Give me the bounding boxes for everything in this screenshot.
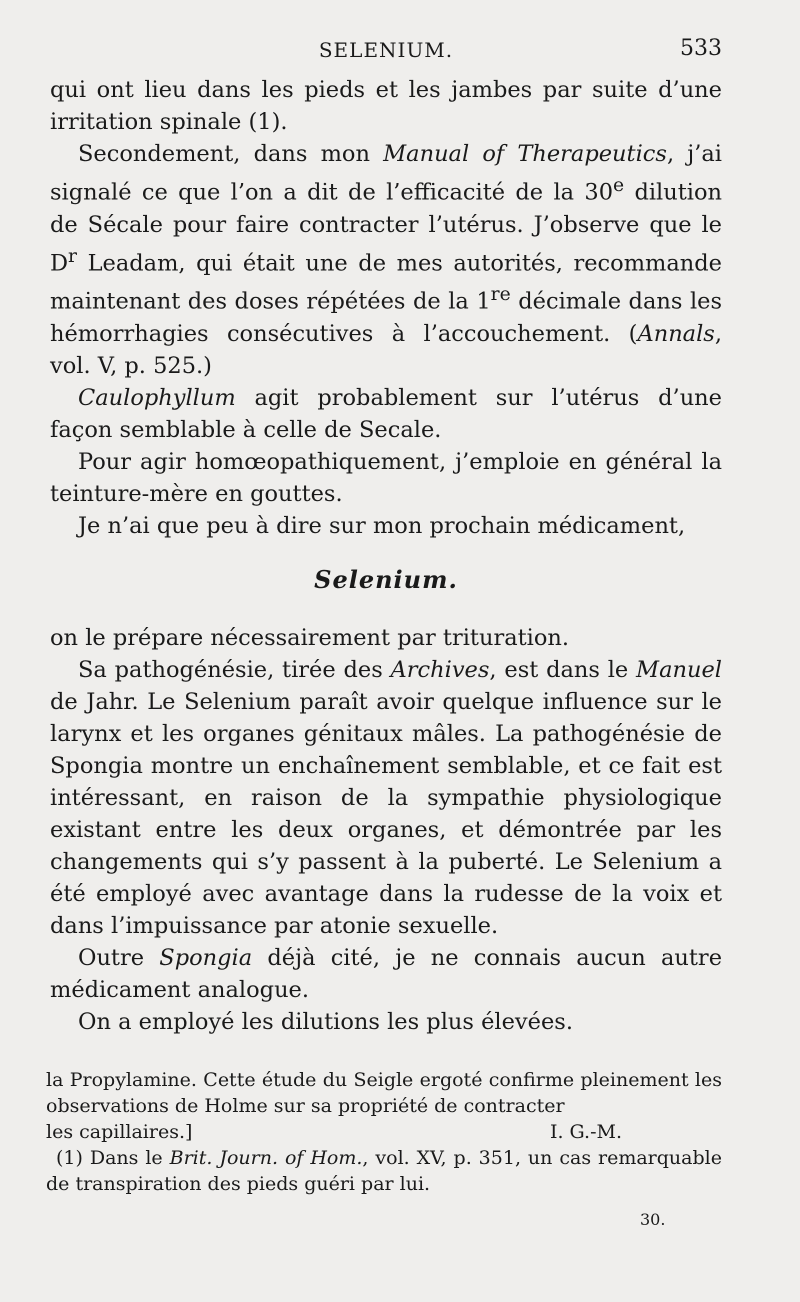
text-run: agit probablement sur l’utérus d’une façon semblable à celle de Secale. [50,384,722,443]
printer-signature-mark: 30. [640,1210,666,1229]
source-title: Manuel [636,656,722,683]
footnote-signature: I. G.-M. [549,1121,622,1143]
footnote-text: (1) Dans le [56,1147,170,1169]
footnote-signature-line [46,1119,722,1145]
footnote-text: les capillaires.] [46,1121,193,1143]
text-run: dilution de Sécale pour faire contracter l’utérus. J’observe que le D [50,179,723,276]
superscript: r [68,245,78,267]
paragraph-text: qui ont lieu dans les pieds et les jambes par suite d’une irritation spinale (1). [50,77,722,135]
text-run: décimale dans les hémorrhagies consécutives à l’accouchement. ( [50,288,723,347]
text-run: Leadam, qui était une de mes autorités, recommande maintenant des doses répétées de la 1 [50,250,722,315]
paragraph-continuation [50,74,722,138]
footnote-text: , vol. XV, p. 351, un cas remarquable de transpiration des pieds guéri par lui. [46,1147,722,1195]
text-run: , vol. V, p. 525.) [50,320,722,379]
superscript: e [613,175,625,196]
book-title: Manual of Therapeutics [383,141,667,167]
paragraph-caulophyllum [50,382,722,446]
footnotes [46,1067,722,1197]
page-header [50,36,722,66]
paragraph-text: On a employé les dilutions les plus élevées. [78,1008,573,1035]
source-title: Archives [390,656,490,683]
paragraph-prochain [50,510,722,542]
footnote-text: la Propylamine. Cette étude du Seigle ergoté confirme pleinement les observations de Holme sur sa propriété de contracter [46,1069,722,1117]
journal-title: Annals [637,320,715,347]
paragraph-trituration [50,622,722,654]
paragraph-dilutions [50,1006,722,1038]
paragraph-text: Pour agir homœopathiquement, j’emploie en général la teinture-mère en gouttes. [50,448,722,507]
text-run: , j’ai signalé ce que l’on a dit de l’efficacité de la 30 [50,141,722,206]
text-run: Outre [78,944,160,971]
paragraph-spongia [50,942,722,1006]
footnote-previous [46,1067,722,1119]
paragraph-pathogenesie [50,654,722,942]
page-number: 533 [680,36,722,61]
remedy-name: Caulophyllum [78,384,236,411]
text-run: Secondement, dans mon [78,141,384,167]
text-run: de Jahr. Le Selenium paraît avoir quelque influence sur le larynx et les organes génitaux mâles. La pathogénésie de Spongia montre un enchaînement semblable, et ce fait est intéressant, en raison de la sympathie physiologique existant entre les deux organes, et démontrée par les changements qui s’y passent à la puberté. Le Selenium a été employé avec avantage dans la rudesse de la voix et dans l’impuissance par atonie sexuelle. [50,688,722,939]
text-run: déjà cité, je ne connais aucun autre médicament analogue. [50,944,723,1003]
remedy-name: Spongia [159,944,253,971]
journal-title: Brit. Journ. of Hom. [169,1147,363,1169]
paragraph-secale [50,138,722,382]
paragraph-teinture [50,446,722,510]
paragraph-text: on le prépare nécessairement par trituration. [50,624,570,651]
superscript: re [490,284,511,305]
section-heading: Selenium. [314,564,458,594]
footnote-1 [46,1145,722,1197]
text-run: , est dans le [489,656,637,683]
running-title: SELENIUM. [318,38,454,62]
paragraph-text: Je n’ai que peu à dire sur mon prochain médicament, [78,512,686,539]
body-text [50,74,722,1038]
text-run: Sa pathogénésie, tirée des [78,656,391,683]
